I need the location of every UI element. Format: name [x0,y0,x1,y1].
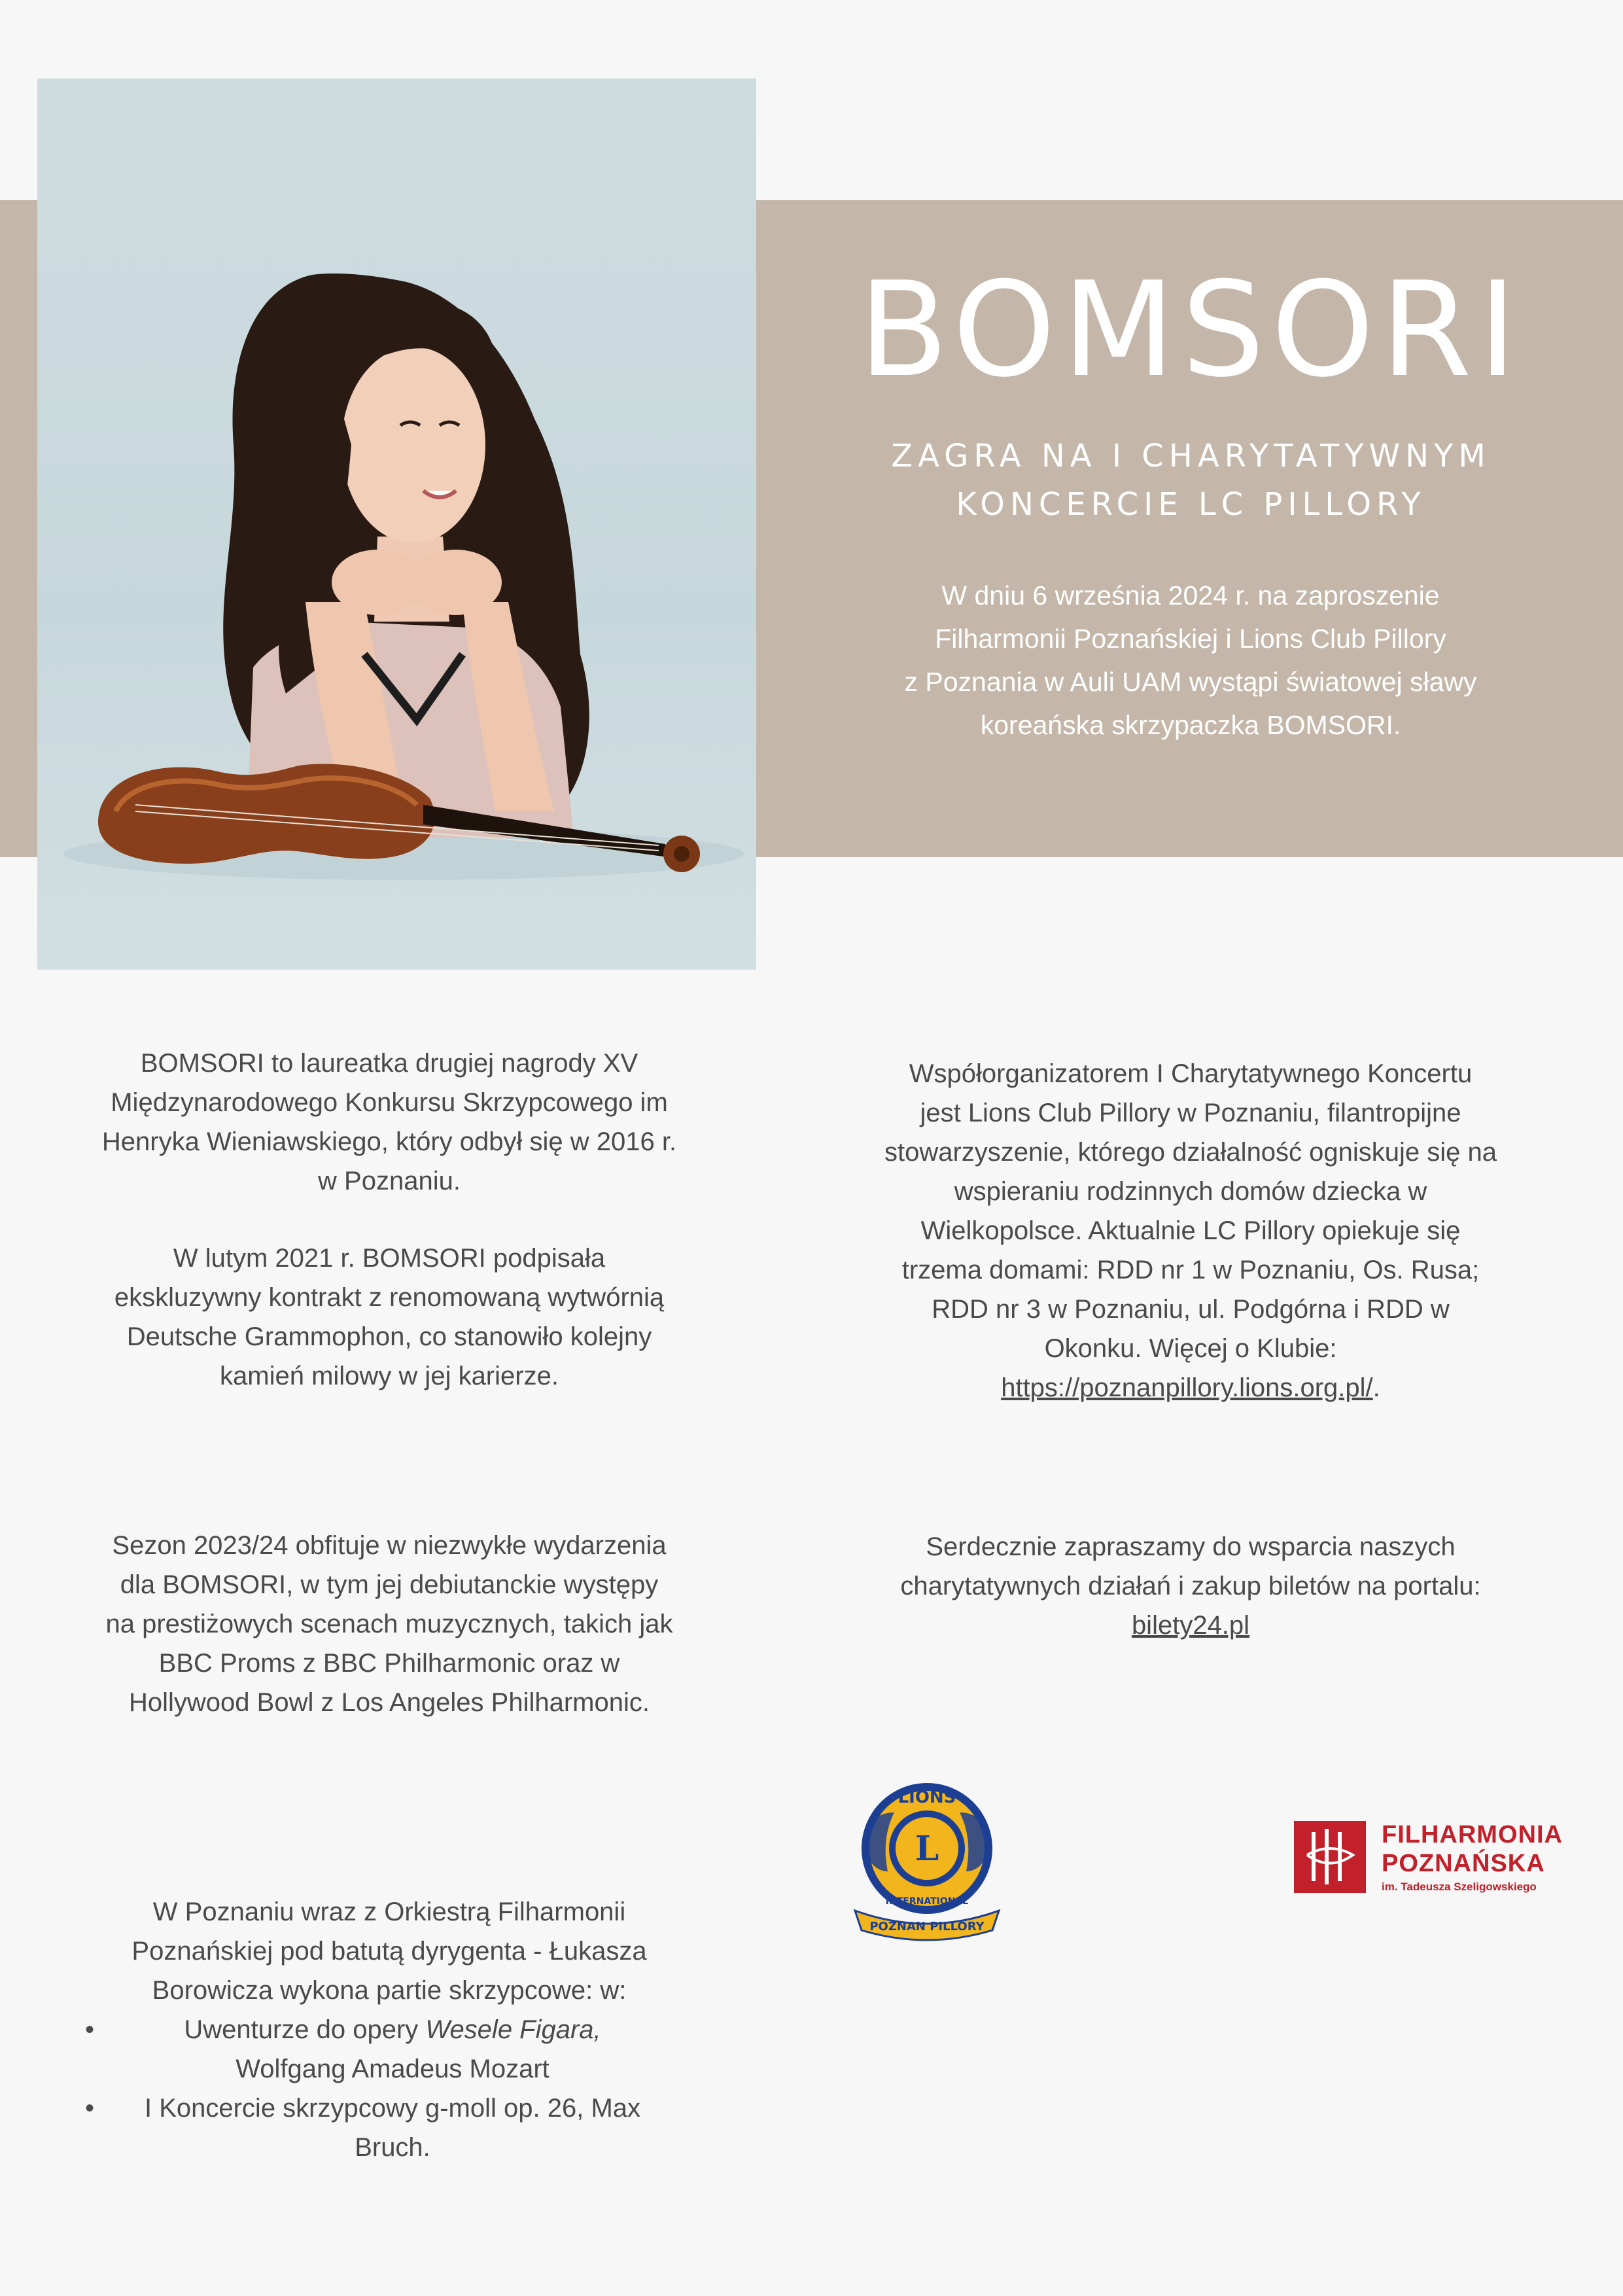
lions-top-text: LIONS [898,1788,956,1807]
phil-line: im. Tadeusza Szeligowskiego [1382,1881,1537,1893]
text-line: Współorganizatorem I Charytatywnego Koncertu [909,1059,1473,1088]
text-line: w Poznaniu. [318,1167,461,1195]
text-line: Poznańskiej pod batutą dyrygenta - Łukasza [131,1937,647,1966]
text-line: na prestiżowych scenach muzycznych, takich jak [105,1610,673,1638]
text-line: dla BOMSORI, w tym jej debiutanckie występy [120,1570,659,1599]
text-line: Sezon 2023/24 obfituje w niezwykłe wydarzenia [112,1531,667,1560]
intro-line: koreańska skrzypaczka BOMSORI. [980,710,1401,740]
text-line: Międzynarodowego Konkursu Skrzypcowego im [111,1088,668,1117]
text-line: Okonku. Więcej o Klubie: [1044,1334,1337,1363]
intro-text [808,574,1573,747]
text-line: jest Lions Club Pillory w Poznaniu, filantropijne [920,1099,1461,1127]
subtitle-line: KONCERCIE LC PILLORY [956,486,1426,523]
text-line: Hollywood Bowl z Los Angeles Philharmonic. [129,1688,650,1717]
bullet-text: Wolfgang Amadeus Mozart [236,2055,550,2083]
opera-title: Wesele Figara, [425,2015,601,2044]
text-line: charytatywnych działań i zakup biletów na portalu: [900,1572,1481,1600]
text-line: stowarzyszenie, którego działalność ogniskuje się na [884,1138,1497,1167]
text-line: W lutym 2021 r. BOMSORI podpisała [173,1244,606,1273]
bullet-text: I Koncercie skrzypcowy g-moll op. 26, Max [144,2094,641,2123]
program-list [59,2010,720,2167]
intro-line: Filharmonii Poznańskiej i Lions Club Pillory [935,624,1446,654]
text-line: trzema domami: RDD nr 1 w Poznaniu, Os. Rusa; [901,1256,1480,1284]
link-punctuation: . [1372,1373,1380,1402]
text-line: BBC Proms z BBC Philharmonic oraz w [158,1649,620,1678]
lions-ring-text: INTERNATIONAL [885,1896,969,1907]
list-item [59,2010,720,2089]
text-line: wspieraniu rodzinnych domów dziecka w [954,1177,1427,1206]
intro-line: z Poznania w Auli UAM wystąpi światowej sławy [904,667,1477,697]
filharmonia-wordmark [1382,1820,1563,1896]
left-paragraph-contract [59,1239,720,1396]
left-paragraph-season [59,1526,720,1722]
list-item [59,2089,720,2167]
left-paragraph-award [59,1044,720,1201]
club-website-link[interactable]: https://poznanpillory.lions.org.pl/ [1001,1373,1373,1402]
intro-line: W dniu 6 września 2024 r. na zaproszenie [941,580,1440,610]
left-paragraph-program [59,1892,720,2167]
subtitle-line: ZAGRA NA I CHARYTATYWNYM [891,438,1491,474]
text-line: kamień milowy w jej karierze. [220,1362,559,1390]
violinist-illustration [37,79,756,970]
bullet-text: Uwenturze do opery [184,2015,426,2044]
subtitle [759,432,1623,529]
text-line: W Poznaniu wraz z Orkiestrą Filharmonii [152,1898,626,1926]
phil-line: POZNAŃSKA [1382,1850,1545,1877]
text-line [841,1606,1541,1645]
text-line: Deutsche Grammophon, co stanowiło kolejny [126,1322,652,1351]
lions-club-logo [842,1773,1012,1943]
text-line: Borowicza wykona partie skrzypcowe: w: [152,1976,627,2005]
text-line [841,1368,1541,1407]
text-line: RDD nr 3 w Poznaniu, ul. Podgórna i RDD w [932,1295,1450,1324]
phil-line: FILHARMONIA [1382,1821,1563,1848]
lions-letter: L [915,1829,939,1869]
right-paragraph-organizer [841,1054,1541,1407]
page-title: BOMSORI [858,254,1524,406]
right-paragraph-invitation [841,1527,1541,1645]
bullet-text: Bruch. [355,2133,430,2162]
text-line: Wielkopolsce. Aktualnie LC Pillory opiekuje się [920,1216,1461,1245]
lions-banner-text: POZNAN PILLORY [869,1920,985,1934]
text-line: Serdecznie zapraszamy do wsparcia naszych [926,1532,1456,1561]
text-line: Henryka Wieniawskiego, który odbył się w 2016 r. [101,1127,677,1156]
text-line: ekskluzywny kontrakt z renomowaną wytwórnią [114,1283,665,1312]
text-line: BOMSORI to laureatka drugiej nagrody XV [140,1049,638,1078]
artist-photo [37,79,756,970]
tickets-link[interactable]: bilety24.pl [1131,1611,1250,1640]
